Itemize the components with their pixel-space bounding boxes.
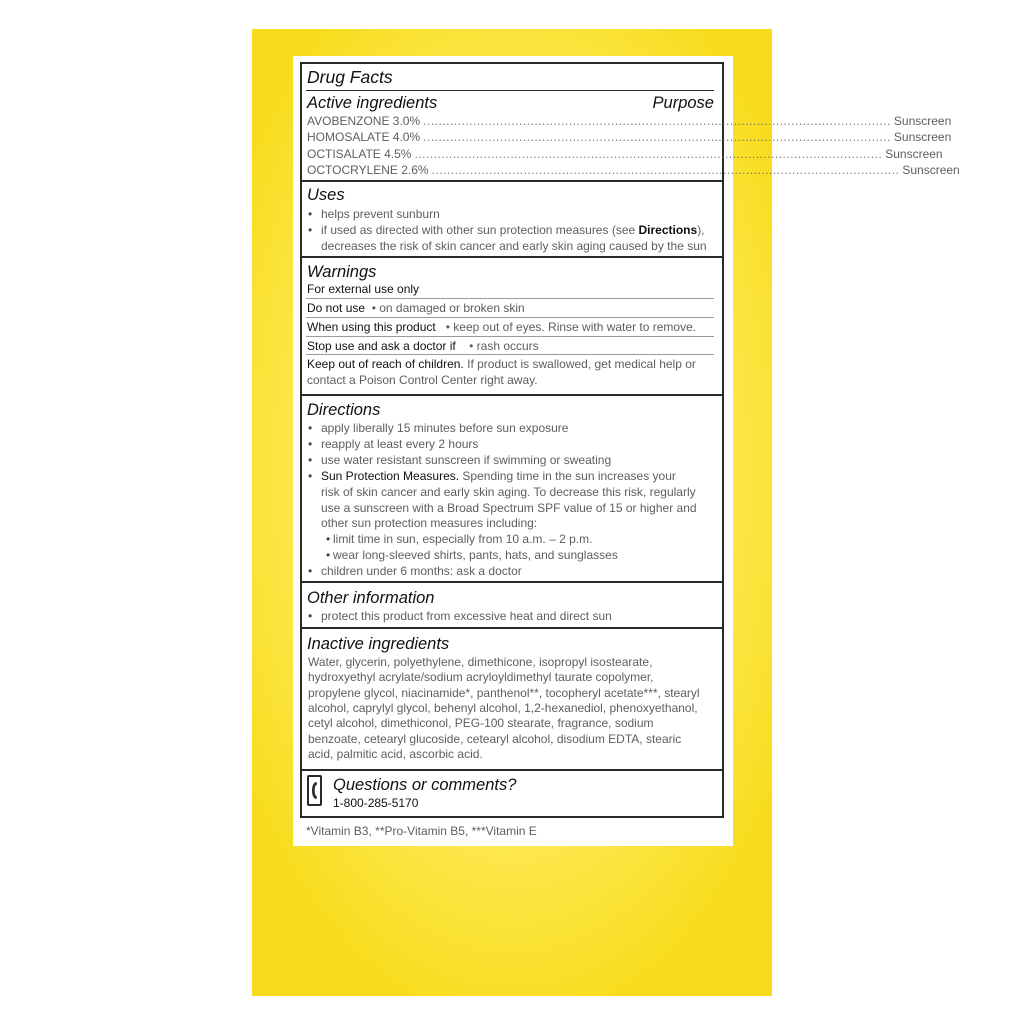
warning-divider — [306, 298, 714, 299]
when-using-line: When using this product • keep out of eyes. Rinse with water to remove. — [307, 320, 697, 334]
directions-item-continued: risk of skin cancer and early skin aging. To decrease this risk, regularly — [321, 485, 696, 499]
warning-divider — [306, 317, 714, 318]
inactive-ingredients-line: benzoate, cetearyl glucoside, cetearyl alcohol, disodium EDTA, stearic — [308, 732, 682, 746]
vitamin-footnote: *Vitamin B3, **Pro-Vitamin B5, ***Vitamin E — [306, 824, 537, 838]
other-information-heading: Other information — [307, 589, 435, 607]
bullet-icon: • — [308, 437, 313, 451]
directions-item-continued: other sun protection measures including: — [321, 516, 538, 530]
uses-item: helps prevent sunburn — [321, 207, 440, 221]
warnings-section — [302, 258, 722, 394]
uses-item-continued: decreases the risk of skin cancer and early skin aging caused by the sun — [321, 239, 707, 253]
ingredient-row: HOMOSALATE 4.0% .......................................................................................................................... Sunscreen — [307, 130, 952, 144]
directions-subitem: wear long-sleeved shirts, pants, hats, and sunglasses — [333, 548, 618, 562]
inactive-ingredients-line: hydroxyethyl acrylate/sodium acryloyldimethyl taurate copolymer, — [308, 670, 654, 684]
phone-number[interactable]: 1-800-285-5170 — [333, 796, 419, 810]
bullet-icon: • — [308, 469, 313, 483]
other-information-item: protect this product from excessive heat and direct sun — [321, 609, 612, 623]
directions-item: apply liberally 15 minutes before sun exposure — [321, 421, 569, 435]
bullet-icon: • — [326, 532, 331, 546]
ingredient-row: OCTISALATE 4.5% .......................................................................................................................... Sunscreen — [307, 147, 943, 161]
questions-heading: Questions or comments? — [333, 776, 517, 794]
questions-section — [302, 771, 722, 818]
keep-out-line-continued: contact a Poison Control Center right away. — [307, 373, 538, 387]
bullet-icon: • — [308, 564, 313, 578]
directions-item: Sun Protection Measures. Spending time in the sun increases your — [321, 469, 676, 483]
ingredient-row: OCTOCRYLENE 2.6% .......................................................................................................................... Sunscreen — [307, 163, 960, 177]
directions-section — [302, 396, 722, 581]
bullet-icon: • — [308, 223, 313, 237]
directions-item: children under 6 months: ask a doctor — [321, 564, 522, 578]
active-ingredients-section — [302, 64, 960, 180]
uses-item: if used as directed with other sun protection measures (see Directions), — [321, 223, 705, 237]
do-not-use-line: Do not use • on damaged or broken skin — [307, 301, 525, 315]
directions-item-continued: use a sunscreen with a Broad Spectrum SPF value of 15 or higher and — [321, 501, 697, 515]
directions-subitem: limit time in sun, especially from 10 a.m. – 2 p.m. — [333, 532, 593, 546]
other-information-section — [302, 583, 722, 627]
purpose-heading: Purpose — [652, 94, 714, 112]
directions-item: reapply at least every 2 hours — [321, 437, 479, 451]
directions-item: use water resistant sunscreen if swimming or sweating — [321, 453, 612, 467]
inactive-ingredients-section — [302, 629, 722, 769]
active-ingredients-heading: Active ingredients — [307, 94, 438, 112]
bullet-icon: • — [308, 207, 313, 221]
inactive-ingredients-line: propylene glycol, niacinamide*, panthenol**, tocopheryl acetate***, stearyl — [308, 686, 700, 700]
directions-heading: Directions — [307, 401, 381, 419]
stop-use-line: Stop use and ask a doctor if • rash occurs — [307, 339, 539, 353]
warning-divider — [306, 354, 714, 355]
inactive-ingredients-heading: Inactive ingredients — [307, 635, 450, 653]
title-divider — [306, 90, 714, 91]
warning-divider — [306, 336, 714, 337]
ingredient-row: AVOBENZONE 3.0% .......................................................................................................................... Sunscreen — [307, 114, 952, 128]
drug-facts-box — [300, 62, 960, 818]
external-use-text: For external use only — [307, 282, 420, 296]
keep-out-line: Keep out of reach of children. If product is swallowed, get medical help or — [307, 357, 696, 371]
bullet-icon: • — [308, 453, 313, 467]
bullet-icon: • — [308, 609, 313, 623]
inactive-ingredients-line: alcohol, caprylyl glycol, behenyl alcohol, 1,2-hexanediol, phenoxyethanol, — [308, 701, 698, 715]
drug-facts-title: Drug Facts — [307, 67, 393, 87]
inactive-ingredients-line: Water, glycerin, polyethylene, dimethicone, isopropyl isostearate, — [308, 655, 653, 669]
bullet-icon: • — [326, 548, 331, 562]
warnings-heading: Warnings — [307, 263, 377, 281]
bullet-icon: • — [308, 421, 313, 435]
uses-heading: Uses — [307, 186, 345, 204]
phone-icon — [307, 775, 322, 806]
inactive-ingredients-line: cetyl alcohol, dimethiconol, PEG-100 stearate, fragrance, sodium — [308, 716, 654, 730]
uses-section — [302, 182, 722, 256]
inactive-ingredients-line: acid, palmitic acid, ascorbic acid. — [308, 747, 483, 761]
